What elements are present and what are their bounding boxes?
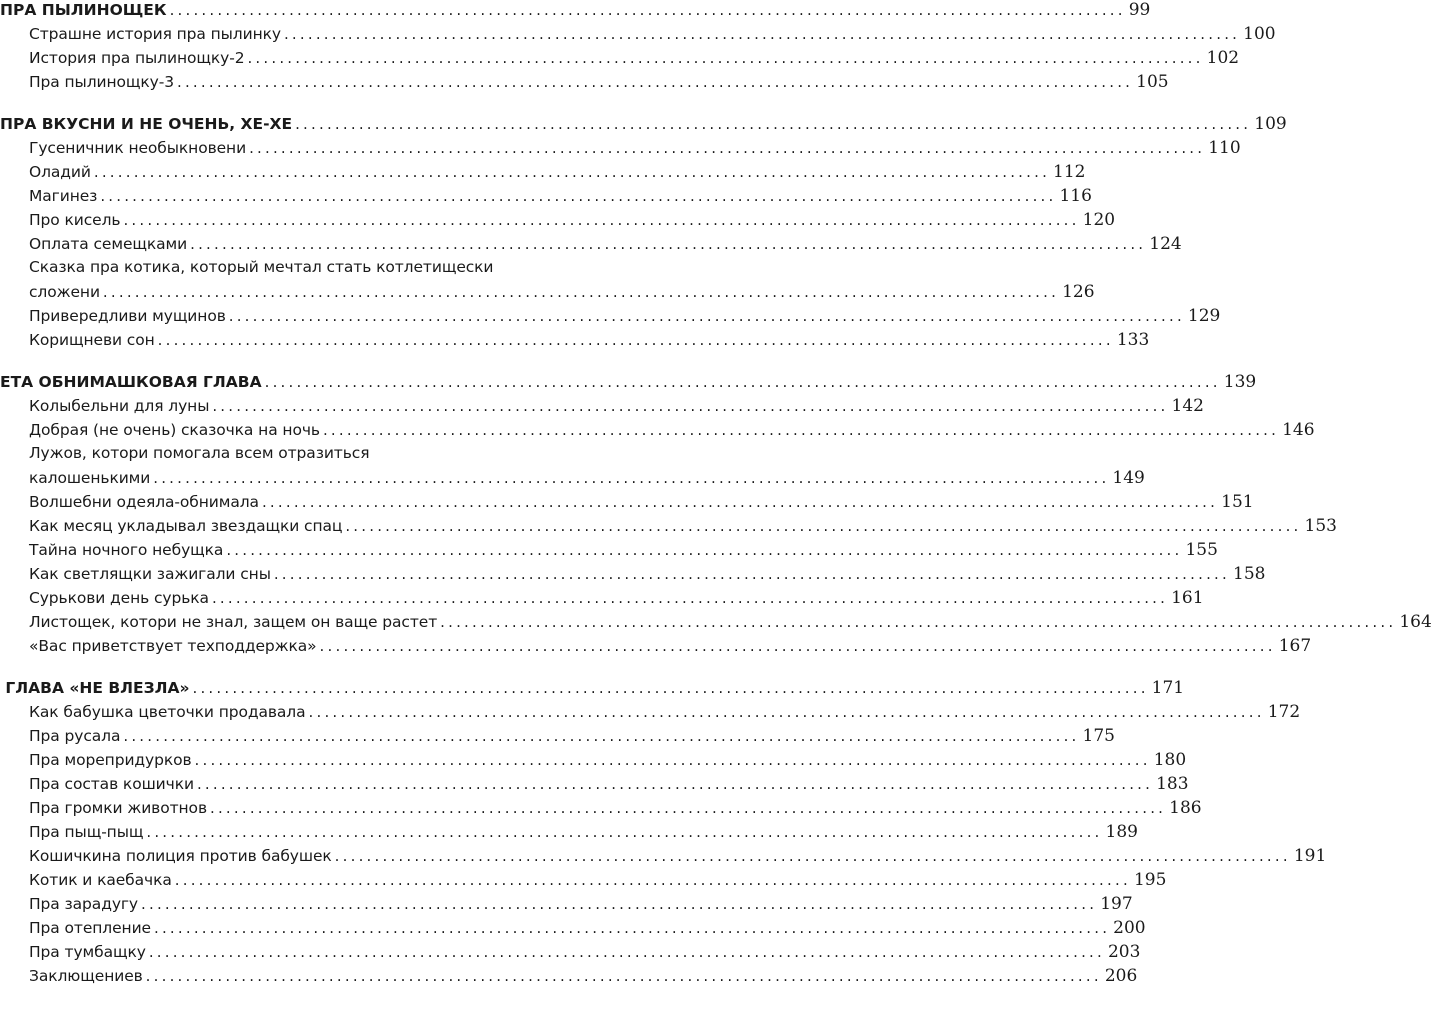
- page-number: 112: [1053, 162, 1086, 182]
- page-number: 99: [1128, 0, 1151, 20]
- dot-leader: ........................................................................................................................: [154, 919, 1111, 937]
- dot-leader: ........................................................................................................................: [146, 823, 1103, 841]
- page-number: 105: [1136, 72, 1169, 92]
- toc-entry-row: [0, 48, 1240, 72]
- dot-leader: ........................................................................................................................: [196, 775, 1154, 793]
- entry-title: Котик и каебачка: [29, 871, 172, 889]
- dot-leader: ........................................................................................................................: [247, 49, 1204, 67]
- entry-title: Как светлящки зажигали сны: [29, 565, 271, 583]
- toc-chapter-row: [0, 372, 1257, 396]
- dot-leader: ........................................................................................................................: [249, 139, 1206, 157]
- toc-entry-row: [0, 564, 1266, 588]
- page-number: 180: [1153, 750, 1187, 770]
- chapter-title: ПРА ПЫЛИНОЩЕК: [0, 1, 167, 19]
- dot-leader: ........................................................................................................................: [169, 1, 1126, 19]
- entry-title: Оплата семещками: [29, 235, 188, 253]
- entry-title: Корищневи сон: [29, 331, 155, 349]
- dot-leader: ........................................................................................................................: [345, 517, 1302, 535]
- toc-entry-row: [0, 162, 1086, 186]
- dot-leader: ........................................................................................................................: [190, 235, 1147, 253]
- toc-entry-row: [0, 588, 1204, 612]
- toc-entry-row: [0, 798, 1202, 822]
- page-number: 116: [1059, 186, 1092, 206]
- toc-chapter-row: [0, 114, 1287, 138]
- page-number: 183: [1156, 774, 1189, 794]
- entry-title: Пра тумбащку: [29, 943, 146, 961]
- dot-leader: ........................................................................................................................: [334, 847, 1291, 865]
- page-number: 197: [1100, 894, 1133, 914]
- toc-entry-row: [0, 234, 1182, 258]
- page-number: 146: [1282, 420, 1315, 440]
- page-number: 186: [1169, 798, 1202, 818]
- entry-title: Колыбельни для луны: [29, 397, 210, 415]
- entry-title: Гусеничник необыкновени: [29, 139, 247, 157]
- page-number: 155: [1185, 540, 1218, 560]
- entry-title: Пра отепление: [29, 919, 151, 937]
- entry-title: Добрая (не очень) сказочка на ночь: [29, 421, 320, 439]
- dot-leader: ........................................................................................................................: [157, 331, 1114, 349]
- page-number: 206: [1104, 966, 1138, 986]
- page-number: 139: [1223, 372, 1257, 392]
- dot-leader: ........................................................................................................................: [440, 613, 1397, 631]
- toc-entry-row: [0, 24, 1276, 48]
- toc-entry-row: [0, 306, 1221, 330]
- toc-entry-row: [0, 894, 1133, 918]
- toc-entry-row: [0, 282, 1095, 306]
- toc-entry-row: [0, 72, 1169, 96]
- page-number: 100: [1243, 24, 1276, 44]
- toc-chapter-row: [0, 678, 1185, 702]
- page-number: 124: [1149, 234, 1182, 254]
- page-number: 102: [1206, 48, 1240, 68]
- toc-chapter-row: [0, 0, 1151, 24]
- dot-leader: ........................................................................................................................: [283, 25, 1241, 43]
- entry-title: Кошичкина полиция против бабушек: [29, 847, 332, 865]
- entry-title: Страшне история пра пылинку: [29, 25, 281, 43]
- entry-title: Магинез: [29, 187, 98, 205]
- page-number: 189: [1105, 822, 1138, 842]
- chapter-title: ЕТА ОБНИМАШКОВАЯ ГЛАВА: [0, 373, 262, 391]
- toc-entry-row: [0, 540, 1218, 564]
- dot-leader: ........................................................................................................................: [209, 799, 1167, 817]
- toc-entry-row: [0, 210, 1116, 234]
- entry-title: Пра пылинощку-3: [29, 73, 174, 91]
- entry-title: Тайна ночного небущка: [29, 541, 224, 559]
- dot-leader: ........................................................................................................................: [308, 703, 1265, 721]
- entry-title: Пра морепридурков: [29, 751, 192, 769]
- dot-leader: ........................................................................................................................: [192, 679, 1149, 697]
- entry-title: Заклющениев: [29, 967, 143, 985]
- toc-entry-row: [0, 138, 1241, 162]
- toc-entry-row: [0, 846, 1327, 870]
- entry-title: Как бабушка цветочки продавала: [29, 703, 306, 721]
- dot-leader: ........................................................................................................................: [141, 895, 1098, 913]
- entry-title: калошенькими: [29, 469, 151, 487]
- entry-title: Про кисель: [29, 211, 121, 229]
- dot-leader: ........................................................................................................................: [93, 163, 1051, 181]
- page-number: 153: [1304, 516, 1337, 536]
- dot-leader: ........................................................................................................................: [319, 637, 1276, 655]
- entry-title: История пра пылинощку-2: [29, 49, 245, 67]
- entry-title: Пра состав кошички: [29, 775, 194, 793]
- toc-entry-row: [0, 468, 1145, 492]
- dot-leader: ........................................................................................................................: [176, 73, 1134, 91]
- entry-title: Листощек, котори не знал, защем он ваще растет: [29, 613, 438, 631]
- dot-leader: ........................................................................................................................: [145, 967, 1102, 985]
- page-number: 120: [1082, 210, 1116, 230]
- toc-entry-row: [0, 918, 1146, 942]
- toc-entry-row: [0, 492, 1254, 516]
- dot-leader: ........................................................................................................................: [228, 307, 1185, 325]
- page-number: 149: [1112, 468, 1145, 488]
- entry-title: Волшебни одеяла-обнимала: [29, 493, 259, 511]
- toc-entry-row: [0, 726, 1115, 750]
- dot-leader: ........................................................................................................................: [174, 871, 1131, 889]
- page-number: 126: [1062, 282, 1095, 302]
- entry-title: Пра пыщ-пыщ: [29, 823, 144, 841]
- toc-entry-row: [0, 774, 1189, 798]
- dot-leader: ........................................................................................................................: [261, 493, 1219, 511]
- page-number: 161: [1171, 588, 1204, 608]
- dot-leader: ........................................................................................................................: [226, 541, 1183, 559]
- dot-leader: ........................................................................................................................: [123, 211, 1080, 229]
- toc-entry-row: [0, 636, 1312, 660]
- page-number: 175: [1082, 726, 1115, 746]
- chapter-title: ПРА ВКУСНИ И НЕ ОЧЕНЬ, ХЕ-ХЕ: [0, 115, 293, 133]
- page-number: 200: [1113, 918, 1146, 938]
- entry-title: сложени: [29, 283, 100, 301]
- toc-entry-row: [0, 870, 1167, 894]
- page-number: 133: [1116, 330, 1150, 350]
- dot-leader: ........................................................................................................................: [194, 751, 1151, 769]
- page-number: 164: [1399, 612, 1432, 632]
- entry-title: Лужов, котори помогала всем отразиться: [29, 444, 370, 462]
- dot-leader: ........................................................................................................................: [102, 283, 1060, 301]
- page-number: 109: [1254, 114, 1287, 134]
- entry-title: Оладий: [29, 163, 91, 181]
- entry-title: Пра громки животнов: [29, 799, 207, 817]
- dot-leader: ........................................................................................................................: [212, 397, 1169, 415]
- toc-entry-row: [0, 702, 1301, 726]
- toc-entry-row: [0, 516, 1337, 540]
- page-number: 129: [1187, 306, 1221, 326]
- dot-leader: ........................................................................................................................: [273, 565, 1230, 583]
- page-number: 142: [1171, 396, 1204, 416]
- page-number: 167: [1278, 636, 1312, 656]
- dot-leader: ........................................................................................................................: [264, 373, 1221, 391]
- chapter-title: ГЛАВА «НЕ ВЛЕЗЛА»: [0, 679, 190, 697]
- dot-leader: ........................................................................................................................: [148, 943, 1105, 961]
- toc-entry-row: [0, 330, 1150, 354]
- page-number: 172: [1267, 702, 1301, 722]
- page-number: 151: [1221, 492, 1254, 512]
- entry-title: Сурькови день сурька: [29, 589, 209, 607]
- dot-leader: ........................................................................................................................: [123, 727, 1080, 745]
- entry-title: «Вас приветствует техподдержка»: [29, 637, 317, 655]
- toc-entry-row: [0, 966, 1138, 990]
- dot-leader: ........................................................................................................................: [211, 589, 1169, 607]
- entry-title: Пра зарадугу: [29, 895, 139, 913]
- dot-leader: ........................................................................................................................: [153, 469, 1110, 487]
- toc-entry-row: [0, 942, 1141, 966]
- toc-entry-row: [0, 750, 1187, 774]
- toc-entry-row: [0, 444, 583, 468]
- entry-title: Сказка пра котика, который мечтал стать котлетищески: [29, 258, 494, 276]
- page-number: 191: [1293, 846, 1327, 866]
- dot-leader: ........................................................................................................................: [322, 421, 1280, 439]
- toc-entry-row: [0, 258, 583, 282]
- entry-title: Как месяц укладывал звездащки спац: [29, 517, 343, 535]
- toc-entry-row: [0, 822, 1138, 846]
- entry-title: Пра русала: [29, 727, 121, 745]
- page-number: 195: [1133, 870, 1167, 890]
- toc-entry-row: [0, 396, 1204, 420]
- dot-leader: ........................................................................................................................: [100, 187, 1057, 205]
- dot-leader: ........................................................................................................................: [295, 115, 1252, 133]
- toc-entry-row: [0, 186, 1092, 210]
- toc-entry-row: [0, 420, 1315, 444]
- page-number: 203: [1107, 942, 1141, 962]
- page-number: 158: [1233, 564, 1266, 584]
- toc-entry-row: [0, 612, 1432, 636]
- page-number: 110: [1208, 138, 1241, 158]
- page-number: 171: [1151, 678, 1185, 698]
- entry-title: Привередливи мущинов: [29, 307, 226, 325]
